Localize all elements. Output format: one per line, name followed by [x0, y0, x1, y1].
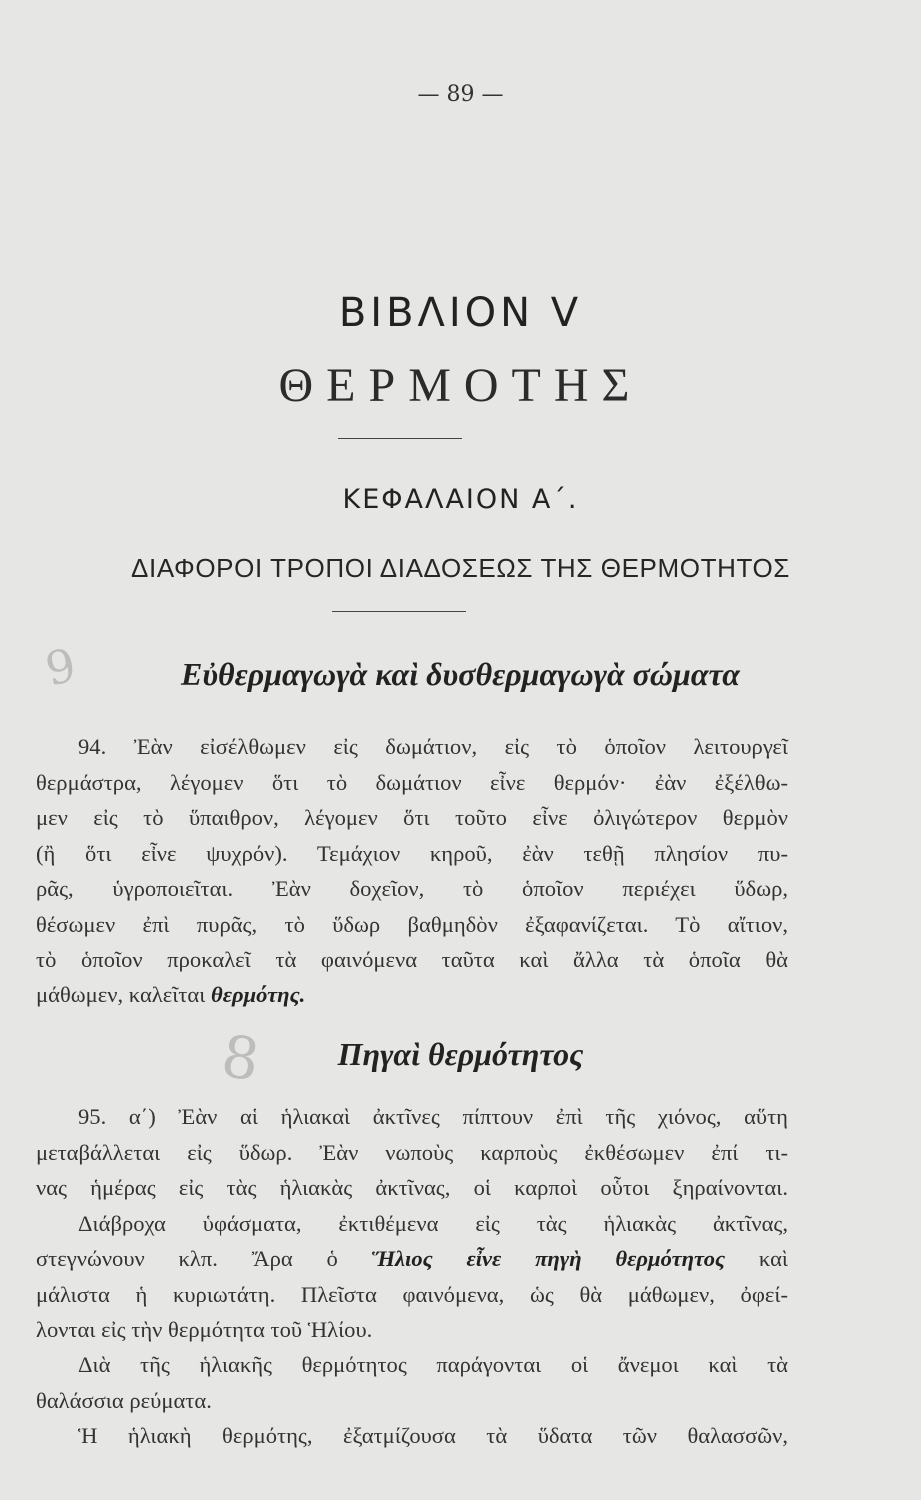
text-line: Διάβροχα ὑφάσματα, ἐκτιθέμενα εἰς τὰς ἡλιακὰς ἀκτῖνας, — [78, 1211, 788, 1236]
text-line: 95. α΄) Ἐὰν αἱ ἡλιακαὶ ἀκτῖνες πίπτουν ἐπὶ τῆς χιόνος, αὕτη — [78, 1104, 788, 1129]
text-line: νας ἡμέρας εἰς τὰς ἡλιακὰς ἀκτῖνας, οἱ καρποὶ οὗτοι ξηραίνονται. — [36, 1175, 788, 1200]
page-number: — 89 — — [417, 82, 504, 107]
text-line: θερμάστρα, λέγομεν ὅτι τὸ δωμάτιον εἶνε θερμόν· ἐὰν ἐξέλθω- — [36, 770, 788, 795]
text-span: καὶ — [758, 1246, 789, 1271]
text-line — [36, 1246, 788, 1272]
text-line: (ἢ ὅτι εἶνε ψυχρόν). Τεμάχιον κηροῦ, ἐὰν τεθῇ πλησίον πυ- — [36, 841, 788, 866]
text-line: μεν εἰς τὸ ὕπαιθρον, λέγομεν ὅτι τοῦτο εἶνε ὀλιγώτερον θερμὸν — [36, 805, 788, 830]
section-heading-conductors: Εὐθερμαγωγὰ καὶ δυσθερμαγωγὰ σώματα — [181, 656, 740, 692]
text-line: Διὰ τῆς ἡλιακῆς θερμότητος παράγονται οἱ ἄνεμοι καὶ τὰ — [78, 1352, 788, 1377]
chapter-divider — [332, 611, 466, 612]
chapter-label: ΚΕΦΑΛΑΙΟΝ Α΄. — [342, 484, 579, 515]
text-line: θέσωμεν ἐπὶ πυρᾶς, τὸ ὕδωρ βαθμηδὸν ἐξαφανίζεται. Τὸ αἴτιον, — [36, 912, 788, 937]
subject-title: ΘΕΡΜΟΤΗΣ — [278, 359, 643, 412]
text-line: τὸ ὁποῖον προκαλεῖ τὰ φαινόμενα ταῦτα καὶ ἄλλα τὰ ὁποῖα θὰ — [36, 947, 788, 972]
pencil-mark: 8 — [217, 1021, 264, 1095]
text-line: Ἡ ἡλιακὴ θερμότης, ἐξατμίζουσα τὰ ὕδατα τῶν θαλασσῶν, — [78, 1423, 788, 1448]
book-title: ΒΙΒΛΙΟΝ V — [338, 290, 583, 336]
text-line — [36, 982, 788, 1008]
text-line: λονται εἰς τὴν θερμότητα τοῦ Ἡλίου. — [36, 1317, 373, 1342]
text-span: στεγνώνουν κλπ. Ἄρα ὁ — [36, 1246, 338, 1271]
text-span: μάθωμεν, καλεῖται — [36, 982, 206, 1007]
text-line: ρᾶς, ὑγροποιεῖται. Ἐὰν δοχεῖον, τὸ ὁποῖον περιέχει ὕδωρ, — [36, 876, 788, 901]
key-term-sun: Ἥλιος εἶνε πηγὴ θερμότητος — [371, 1246, 726, 1271]
pencil-mark: 9 — [40, 637, 81, 697]
chapter-title: ΔΙΑΦΟΡΟΙ ΤΡΟΠΟΙ ΔΙΑΔΟΣΕΩΣ ΤΗΣ ΘΕΡΜΟΤΗΤΟΣ — [131, 553, 790, 583]
text-line: θαλάσσια ρεύματα. — [36, 1388, 212, 1413]
text-line: μάλιστα ἡ κυριωτάτη. Πλεῖστα φαινόμενα, ὡς θὰ μάθωμεν, ὀφεί- — [36, 1282, 788, 1307]
title-divider — [338, 438, 462, 439]
text-line: 94. Ἐὰν εἰσέλθωμεν εἰς δωμάτιον, εἰς τὸ ὁποῖον λειτουργεῖ — [78, 734, 788, 759]
key-term-heat: θερμότης. — [210, 982, 306, 1007]
text-line: μεταβάλλεται εἰς ὕδωρ. Ἐὰν νωποὺς καρποὺς ἐκθέσωμεν ἐπί τι- — [36, 1140, 788, 1165]
section-heading-heat-sources: Πηγαὶ θερμότητος — [337, 1036, 584, 1072]
